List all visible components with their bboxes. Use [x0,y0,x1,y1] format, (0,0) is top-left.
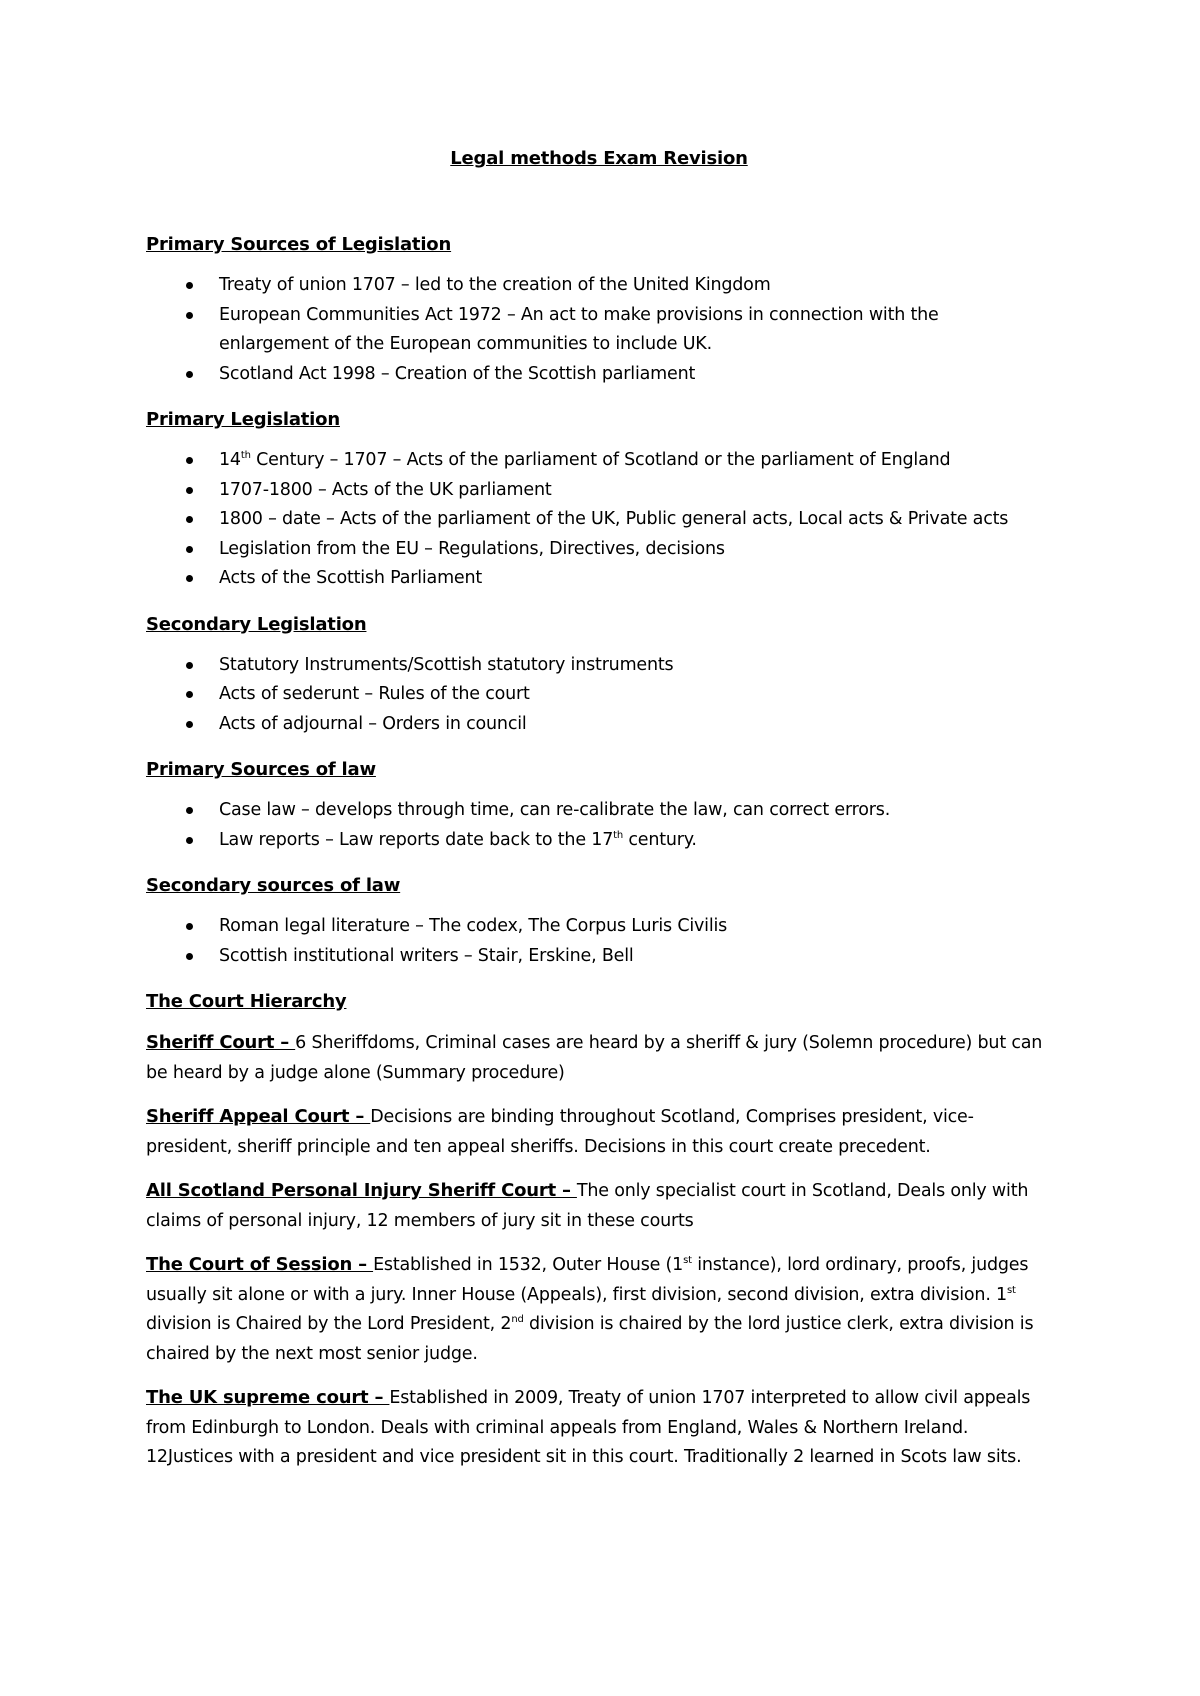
paragraph-personal-injury-court: All Scotland Personal Injury Sheriff Court – The only specialist court in Scotland, Deals only with claims of personal injury, 12 members of jury sit in these courts [146,1180,1029,1231]
paragraph-lead: All Scotland Personal Injury Sheriff Court – [146,1180,577,1201]
bullet-icon [186,953,193,960]
heading-secondary-legislation: Secondary Legislation [146,613,367,635]
paragraph-sheriff-court: Sheriff Court – 6 Sheriffdoms, Criminal cases are heard by a sheriff & jury (Solemn procedure) but can be heard by a judge alone (Summary procedure) [146,1032,1043,1083]
bullet-icon [186,721,193,728]
bullet-icon [186,837,193,844]
bullet-icon [186,691,193,698]
paragraph-sheriff-appeal-court: Sheriff Appeal Court – Decisions are binding throughout Scotland, Comprises president, vice-president, sheriff principle and ten appeal sheriffs. Decisions in this court create precedent. [146,1106,974,1157]
paragraph-lead: Sheriff Court – [146,1032,296,1053]
list-item: Legislation from the EU – Regulations, Directives, decisions [219,535,1052,565]
paragraph-lead: The UK supreme court – [146,1387,390,1408]
list-item: 1800 – date – Acts of the parliament of the UK, Public general acts, Local acts & Private acts [219,505,1052,535]
list-item: Scotland Act 1998 – Creation of the Scottish parliament [219,360,1052,390]
list-secondary-legislation [146,651,1052,740]
paragraph-uk-supreme-court: The UK supreme court – Established in 2009, Treaty of union 1707 interpreted to allow civil appeals from Edinburgh to London. Deals with criminal appeals from England, Wales & Northern Ireland. 12Justices with a president and vice president sit in this court. Traditionally 2 learned in Scots law sits. [146,1387,1031,1467]
heading-primary-sources-law: Primary Sources of law [146,759,376,780]
bullet-icon [186,487,193,494]
bullet-icon [186,282,193,289]
list-item: Roman legal literature – The codex, The Corpus Luris Civilis [219,912,1052,942]
list-item: Case law – develops through time, can re-calibrate the law, can correct errors. [219,796,1052,826]
list-item: Statutory Instruments/Scottish statutory instruments [219,651,1052,681]
bullet-icon [186,923,193,930]
paragraph-lead: Sheriff Appeal Court – [146,1106,371,1127]
document-title: Legal methods Exam Revision [450,148,748,169]
list-item: 14th Century – 1707 – Acts of the parliament of Scotland or the parliament of England [219,446,1052,476]
heading-primary-legislation: Primary Legislation [146,409,340,430]
bullet-icon [186,575,193,582]
list-item: Treaty of union 1707 – led to the creation of the United Kingdom [219,271,1052,301]
bullet-icon [186,662,193,669]
heading-secondary-sources-law: Secondary sources of law [146,875,401,896]
list-item: 1707-1800 – Acts of the UK parliament [219,476,1052,506]
bullet-icon [186,546,193,553]
list-primary-sources-law [146,796,1052,855]
list-primary-legislation [146,446,1052,594]
list-item: Law reports – Law reports date back to the 17th century. [219,826,1052,856]
list-secondary-sources-law [146,912,1052,971]
list-item: European Communities Act 1972 – An act to make provisions in connection with the enlargement of the European communities to include UK. [219,301,1052,360]
heading-court-hierarchy: The Court Hierarchy [146,991,347,1012]
list-item: Acts of adjournal – Orders in council [219,710,1052,740]
heading-primary-sources-legislation: Primary Sources of Legislation [146,234,452,255]
bullet-icon [186,371,193,378]
bullet-icon [186,807,193,814]
paragraph-lead: The Court of Session – [146,1254,374,1275]
list-primary-sources-legislation [146,271,1052,389]
bullet-icon [186,516,193,523]
list-item: Scottish institutional writers – Stair, Erskine, Bell [219,942,1052,972]
bullet-icon [186,457,193,464]
list-item: Acts of sederunt – Rules of the court [219,680,1052,710]
paragraph-court-of-session: The Court of Session – Established in 1532, Outer House (1st instance), lord ordinary, proofs, judges usually sit alone or with a jury. Inner House (Appeals), first division, second division, extra division. 1st division is Chaired by the Lord President, 2nd division is chaired by the lord justice clerk, extra division is chaired by the next most senior judge. [146,1254,1034,1364]
bullet-icon [186,312,193,319]
list-item: Acts of the Scottish Parliament [219,564,1052,594]
